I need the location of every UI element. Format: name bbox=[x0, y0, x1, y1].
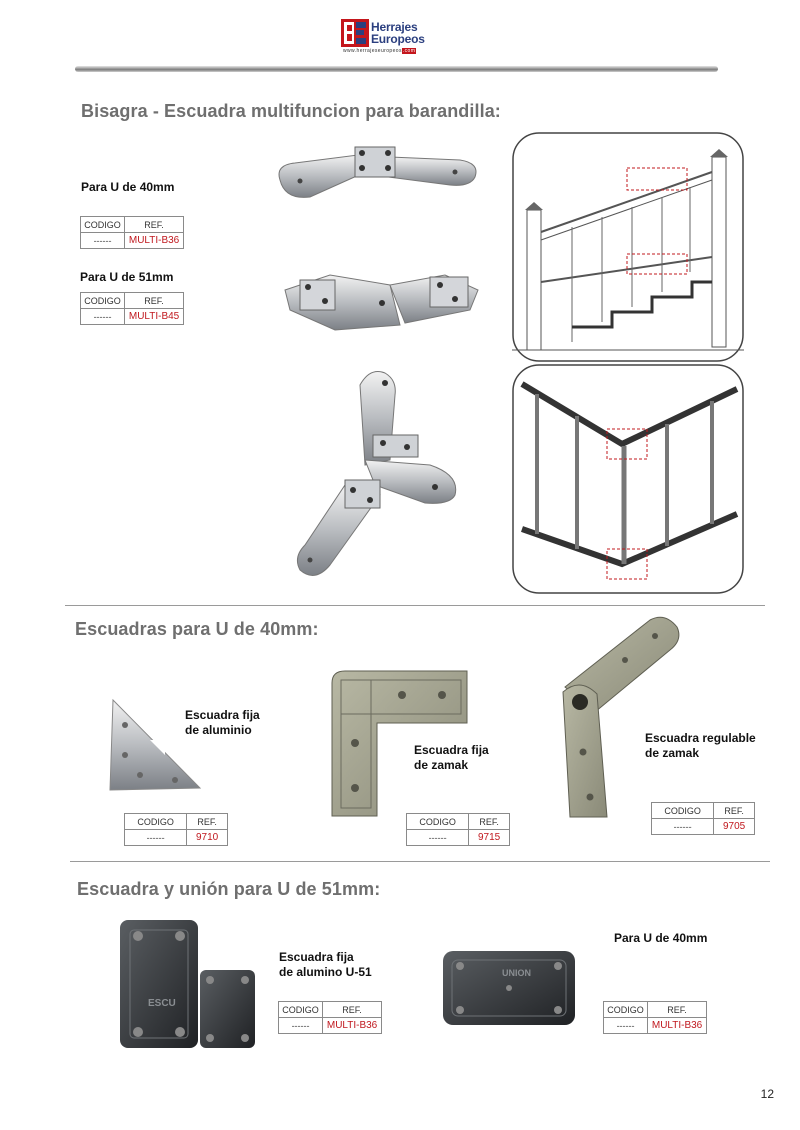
ref-value: 9715 bbox=[469, 830, 510, 846]
ref-header: REF. bbox=[714, 803, 755, 819]
stair-railing-diagram bbox=[512, 132, 744, 362]
section-title-escuadras-40: Escuadras para U de 40mm: bbox=[75, 619, 319, 639]
black-escuadra-image bbox=[118, 918, 258, 1053]
label-line2: de zamak bbox=[414, 758, 469, 772]
ref-value: 9705 bbox=[714, 819, 755, 835]
label-line2: de zamak bbox=[645, 746, 700, 760]
label-line2: de aluminio bbox=[185, 723, 252, 737]
codigo-value: ------ bbox=[652, 819, 714, 835]
ref-header: REF. bbox=[125, 217, 184, 233]
brand-url-suffix: .com bbox=[402, 48, 416, 54]
ref-table-9705 bbox=[651, 802, 755, 835]
ref-table-union bbox=[603, 1001, 707, 1034]
header-divider bbox=[75, 66, 718, 72]
hinge-folded-image bbox=[285, 365, 470, 590]
ref-header: REF. bbox=[469, 814, 510, 830]
codigo-header: CODIGO bbox=[125, 814, 187, 830]
label-line1: Escuadra fija bbox=[279, 950, 354, 964]
label-line1: Escuadra regulable bbox=[645, 731, 756, 745]
codigo-header: CODIGO bbox=[407, 814, 469, 830]
codigo-value: ------ bbox=[604, 1018, 648, 1034]
codigo-header: CODIGO bbox=[279, 1002, 323, 1018]
item-label-escuadra-u51 bbox=[279, 950, 372, 980]
codigo-value: ------ bbox=[407, 830, 469, 846]
brand-logo bbox=[341, 19, 425, 53]
ref-header: REF. bbox=[187, 814, 228, 830]
ref-table-multi-b36 bbox=[80, 216, 184, 249]
label-line2: de alumino U-51 bbox=[279, 965, 372, 979]
ref-header: REF. bbox=[648, 1002, 707, 1018]
escuadra-marking: ESCU bbox=[148, 998, 176, 1009]
section-title-escuadra-union-51: Escuadra y unión para U de 51mm: bbox=[77, 879, 381, 899]
ref-value: MULTI-B36 bbox=[125, 233, 184, 249]
item-label-escuadra-zamak bbox=[414, 743, 489, 773]
item-label-escuadra-aluminio bbox=[185, 708, 260, 738]
codigo-value: ------ bbox=[125, 830, 187, 846]
corner-railing-diagram bbox=[512, 364, 744, 594]
union-marking: UNION bbox=[502, 968, 531, 978]
hinge-40mm-image bbox=[270, 135, 485, 210]
hinge-51mm-image bbox=[280, 265, 485, 340]
label-line1: Escuadra fija bbox=[185, 708, 260, 722]
item-label-u40: Para U de 40mm bbox=[81, 180, 175, 194]
label-line1: Escuadra fija bbox=[414, 743, 489, 757]
ref-value: MULTI-B36 bbox=[323, 1018, 382, 1034]
codigo-value: ------ bbox=[81, 309, 125, 325]
item-label-u51: Para U de 51mm bbox=[80, 270, 174, 284]
brand-url-prefix: www.herrajeseuropeos bbox=[343, 48, 402, 54]
ref-table-u51 bbox=[278, 1001, 382, 1034]
codigo-header: CODIGO bbox=[81, 217, 125, 233]
section-divider-2 bbox=[70, 861, 770, 862]
ref-header: REF. bbox=[125, 293, 184, 309]
ref-value: MULTI-B36 bbox=[648, 1018, 707, 1034]
codigo-header: CODIGO bbox=[652, 803, 714, 819]
black-union-image bbox=[440, 948, 578, 1028]
item-label-union-u40: Para U de 40mm bbox=[614, 931, 708, 945]
codigo-value: ------ bbox=[279, 1018, 323, 1034]
ref-value: 9710 bbox=[187, 830, 228, 846]
section-title-bisagra: Bisagra - Escuadra multifuncion para barandilla: bbox=[81, 101, 501, 121]
section-divider-1 bbox=[65, 605, 765, 606]
ref-table-9710 bbox=[124, 813, 228, 846]
codigo-value: ------ bbox=[81, 233, 125, 249]
item-label-escuadra-regulable bbox=[645, 731, 756, 761]
ref-value: MULTI-B45 bbox=[125, 309, 184, 325]
brand-name-line1: Herrajes bbox=[371, 20, 418, 34]
page-number: 12 bbox=[760, 1087, 774, 1101]
adjustable-bracket-image bbox=[555, 612, 685, 820]
brand-url bbox=[343, 48, 416, 54]
ref-table-multi-b45 bbox=[80, 292, 184, 325]
codigo-header: CODIGO bbox=[604, 1002, 648, 1018]
ref-table-9715 bbox=[406, 813, 510, 846]
brand-name-line2: Europeos bbox=[371, 32, 425, 46]
brand-logo-icon bbox=[341, 19, 369, 47]
codigo-header: CODIGO bbox=[81, 293, 125, 309]
ref-header: REF. bbox=[323, 1002, 382, 1018]
